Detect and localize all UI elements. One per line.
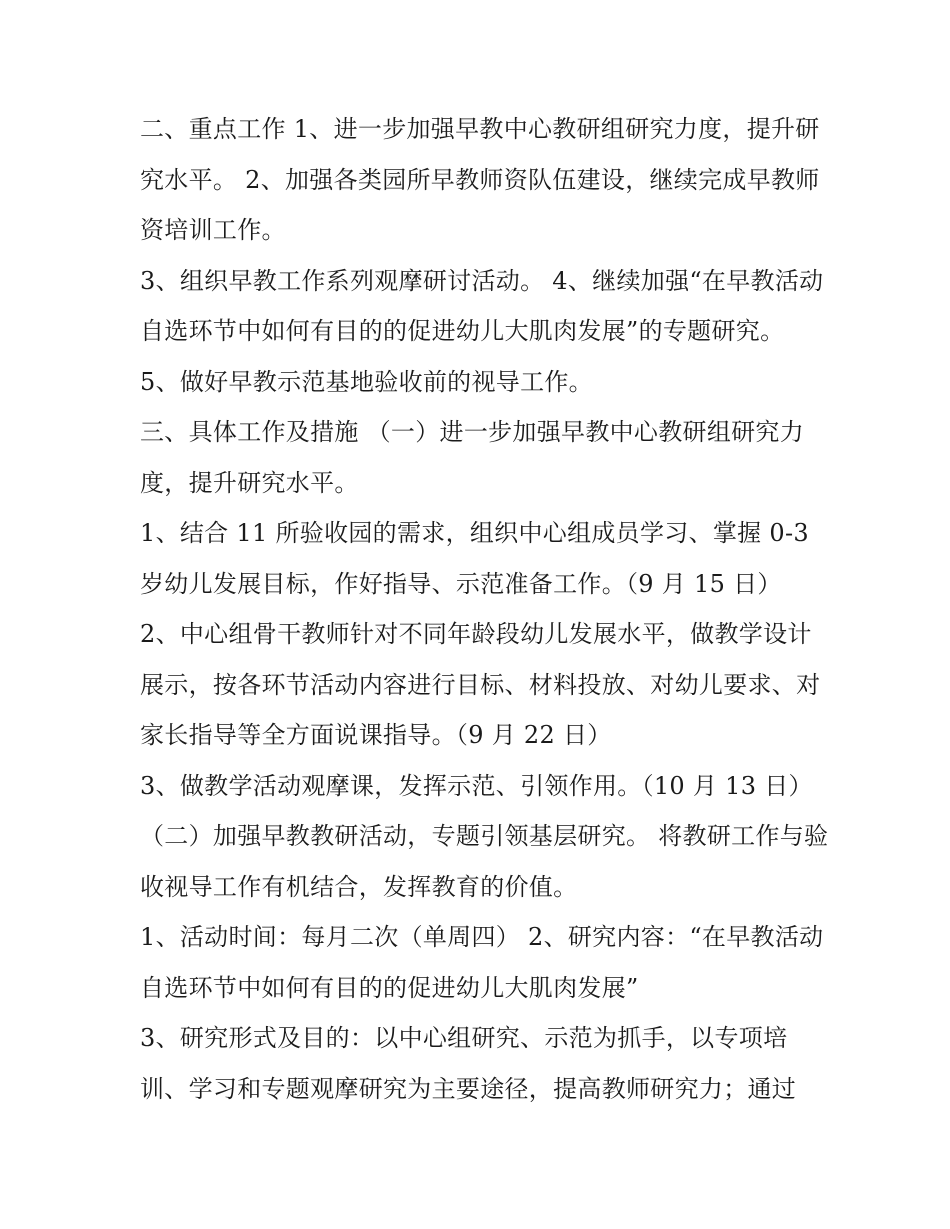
paragraph-key-work: 二、重点工作 1、进一步加强早教中心教研组研究力度，提升研究水平。 2、加强各类园所早教师资队伍建设，继续完成早教师资培训工作。 (140, 115, 820, 244)
paragraph-section-2: （二）加强早教教研活动，专题引领基层研究。 将教研工作与验收视导工作有机结合，发挥教育的价值。 (140, 822, 829, 901)
paragraph-research-form: 3、研究形式及目的：以中心组研究、示范为抓手，以专项培训、学习和专题观摩研究为主要途径，提高教师研究力；通过 (140, 1024, 797, 1103)
paragraph-activity-time: 1、活动时间：每月二次（单周四） 2、研究内容：“在早教活动自选环节中如何有目的的促进幼儿大肌肉发展” (140, 923, 824, 1002)
paragraph-item-3: 3、做教学活动观摩课，发挥示范、引领作用。（10 月 13 日） (140, 771, 813, 800)
paragraph-specific-measures: 三、具体工作及措施 （一）进一步加强早教中心教研组研究力度，提升研究水平。 (140, 418, 805, 497)
document-body (140, 104, 830, 1114)
paragraph-item-1: 1、结合 11 所验收园的需求，组织中心组成员学习、掌握 0-3 岁幼儿发展目标，作好指导、示范准备工作。（9 月 15 日） (140, 519, 809, 598)
paragraph-item-2: 2、中心组骨干教师针对不同年龄段幼儿发展水平，做教学设计展示，按各环节活动内容进行目标、材料投放、对幼儿要求、对家长指导等全方面说课指导。（9 月 22 日） (140, 620, 821, 749)
paragraph-observation-activities: 3、组织早教工作系列观摩研讨活动。 4、继续加强“在早教活动自选环节中如何有目的的促进幼儿大肌肉发展”的专题研究。 5、做好早教示范基地验收前的视导工作。 (140, 266, 824, 396)
